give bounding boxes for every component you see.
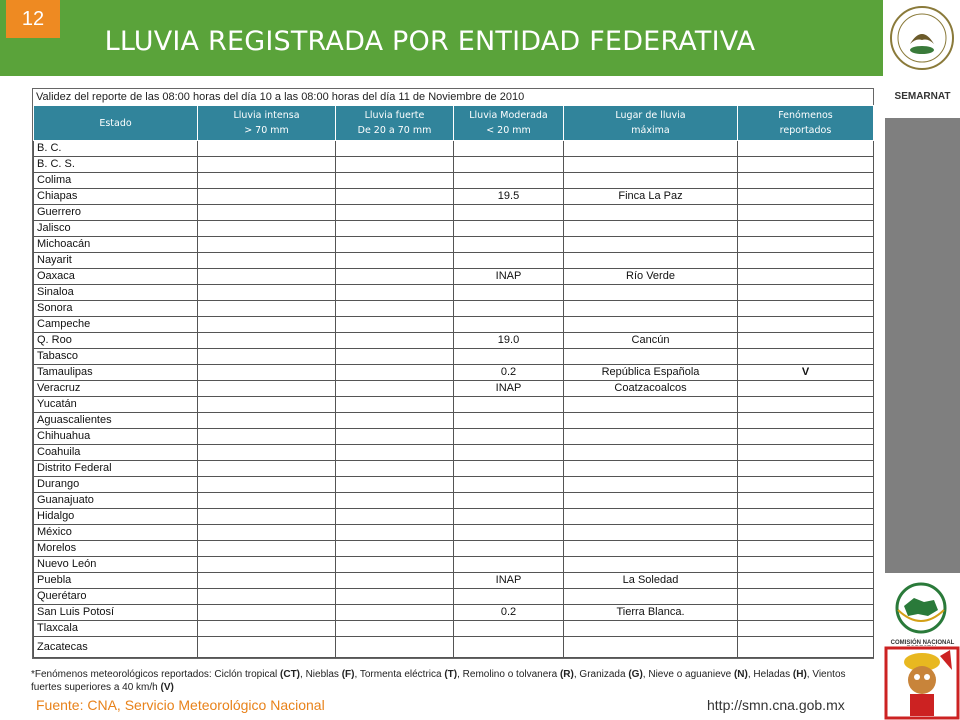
cell-lugar (564, 285, 738, 301)
cell-fenomenos (738, 493, 874, 509)
cell-moderada (454, 285, 564, 301)
footnote-segment: , Vientos fuertes superiores a 40 km/h (31, 669, 846, 693)
cell-intensa (198, 525, 336, 541)
cell-fuerte (336, 605, 454, 621)
table-row (34, 557, 874, 573)
cell-fuerte (336, 525, 454, 541)
cell-intensa (198, 445, 336, 461)
cell-fuerte (336, 189, 454, 205)
cell-fuerte (336, 317, 454, 333)
cell-intensa (198, 477, 336, 493)
cell-lugar (564, 461, 738, 477)
cell-intensa (198, 381, 336, 397)
cell-moderada (454, 493, 564, 509)
side-gray-bar (885, 118, 960, 573)
cell-fenomenos (738, 525, 874, 541)
cell-moderada (454, 509, 564, 525)
footnote-segment: , Remolino o tolvanera (457, 669, 560, 680)
cell-moderada (454, 397, 564, 413)
cell-lugar: República Española (564, 365, 738, 381)
cell-fuerte (336, 477, 454, 493)
cell-lugar (564, 237, 738, 253)
footnote-segment: , Nieblas (300, 669, 342, 680)
cell-moderada (454, 173, 564, 189)
national-seal-icon (888, 4, 956, 72)
cell-estado: Guerrero (34, 205, 198, 221)
cell-fenomenos (738, 397, 874, 413)
cell-fuerte (336, 461, 454, 477)
table-row (34, 461, 874, 477)
footnote-segment: , Nieve o aguanieve (642, 669, 734, 680)
cell-moderada (454, 621, 564, 637)
cell-fenomenos (738, 317, 874, 333)
cell-moderada (454, 221, 564, 237)
cell-moderada: INAP (454, 573, 564, 589)
cell-intensa (198, 605, 336, 621)
cell-lugar (564, 253, 738, 269)
cell-estado: Veracruz (34, 381, 198, 397)
cell-estado: B. C. (34, 141, 198, 157)
table-row (34, 317, 874, 333)
cell-fuerte (336, 429, 454, 445)
col-header-estado: Estado (34, 106, 198, 141)
cell-estado: B. C. S. (34, 157, 198, 173)
cell-fenomenos: V (738, 365, 874, 381)
cell-moderada (454, 461, 564, 477)
cell-fenomenos (738, 381, 874, 397)
cell-estado: Nayarit (34, 253, 198, 269)
cell-intensa (198, 317, 336, 333)
cell-estado: Jalisco (34, 221, 198, 237)
cell-fenomenos (738, 173, 874, 189)
footnote-segment: *Fenómenos meteorológicos reportados: Ciclón tropical (31, 669, 281, 680)
cell-fenomenos (738, 189, 874, 205)
cell-fuerte (336, 333, 454, 349)
cell-lugar (564, 173, 738, 189)
cell-fenomenos (738, 285, 874, 301)
cell-fenomenos (738, 557, 874, 573)
cell-fuerte (336, 253, 454, 269)
table-row (34, 189, 874, 205)
cell-fenomenos (738, 589, 874, 605)
cell-fenomenos (738, 429, 874, 445)
cell-fenomenos (738, 621, 874, 637)
cell-estado: Guanajuato (34, 493, 198, 509)
cell-intensa (198, 301, 336, 317)
cell-estado: Chihuahua (34, 429, 198, 445)
cell-fuerte (336, 541, 454, 557)
cell-estado: Q. Roo (34, 333, 198, 349)
table-row (34, 301, 874, 317)
cell-fenomenos (738, 253, 874, 269)
table-row (34, 525, 874, 541)
cell-fenomenos (738, 477, 874, 493)
cell-intensa (198, 365, 336, 381)
mascot-icon (884, 646, 960, 720)
cell-lugar: Tierra Blanca. (564, 605, 738, 621)
cell-fenomenos (738, 205, 874, 221)
cell-estado: Hidalgo (34, 509, 198, 525)
cell-fenomenos (738, 237, 874, 253)
cell-moderada (454, 253, 564, 269)
cell-moderada (454, 157, 564, 173)
cell-intensa (198, 461, 336, 477)
cell-fenomenos (738, 605, 874, 621)
cell-estado: Sinaloa (34, 285, 198, 301)
table-row (34, 573, 874, 589)
cell-estado: Aguascalientes (34, 413, 198, 429)
cell-lugar (564, 621, 738, 637)
report-validity: Validez del reporte de las 08:00 horas del día 10 a las 08:00 horas del día 11 de Noviembre de 2010 (36, 91, 525, 103)
footnote-segment: (N) (733, 669, 748, 680)
table-row (34, 541, 874, 557)
cell-estado: Querétaro (34, 589, 198, 605)
cell-moderada (454, 541, 564, 557)
cell-intensa (198, 493, 336, 509)
cell-intensa (198, 269, 336, 285)
cell-intensa (198, 205, 336, 221)
cell-estado: Sonora (34, 301, 198, 317)
table-row (34, 397, 874, 413)
cell-fuerte (336, 509, 454, 525)
cell-lugar (564, 493, 738, 509)
cell-fenomenos (738, 349, 874, 365)
cell-fenomenos (738, 541, 874, 557)
cell-moderada (454, 301, 564, 317)
cell-fuerte (336, 141, 454, 157)
table-row (34, 509, 874, 525)
table-row (34, 349, 874, 365)
cell-fuerte (336, 221, 454, 237)
cell-fuerte (336, 269, 454, 285)
page-title-text: LLUVIA REGISTRADA POR ENTIDAD FEDERATIVA (104, 26, 756, 57)
table-row (34, 381, 874, 397)
cell-lugar (564, 509, 738, 525)
cell-lugar (564, 413, 738, 429)
cell-estado: Tamaulipas (34, 365, 198, 381)
phenomena-footnote (31, 668, 871, 694)
table-row (34, 237, 874, 253)
col-header-fuerte: Lluvia fuerte De 20 a 70 mm (336, 106, 454, 141)
cell-estado: San Luis Potosí (34, 605, 198, 621)
cell-fuerte (336, 205, 454, 221)
cell-fuerte (336, 557, 454, 573)
cell-intensa (198, 349, 336, 365)
cell-fenomenos (738, 333, 874, 349)
cell-estado: Morelos (34, 541, 198, 557)
cell-moderada (454, 429, 564, 445)
rain-table (33, 105, 874, 658)
source-url: http://smn.cna.gob.mx (707, 697, 845, 713)
cell-moderada (454, 525, 564, 541)
cell-lugar (564, 557, 738, 573)
cell-intensa (198, 333, 336, 349)
cell-moderada (454, 445, 564, 461)
cell-fuerte (336, 589, 454, 605)
table-row (34, 173, 874, 189)
cell-intensa (198, 141, 336, 157)
cell-fuerte (336, 397, 454, 413)
cell-lugar: Río Verde (564, 269, 738, 285)
cell-estado: Tabasco (34, 349, 198, 365)
cell-fuerte (336, 637, 454, 658)
cell-moderada (454, 205, 564, 221)
cell-intensa (198, 621, 336, 637)
cell-lugar (564, 221, 738, 237)
cell-fenomenos (738, 509, 874, 525)
cell-intensa (198, 285, 336, 301)
table-row (34, 477, 874, 493)
cell-fuerte (336, 173, 454, 189)
footnote-segment: , Tormenta eléctrica (354, 669, 445, 680)
table-header-row (34, 106, 874, 141)
footnote-segment: , Granizada (573, 669, 629, 680)
cell-moderada (454, 557, 564, 573)
cell-estado: Colima (34, 173, 198, 189)
footnote-segment: (T) (444, 669, 458, 680)
cell-lugar (564, 637, 738, 658)
cell-intensa (198, 237, 336, 253)
col-header-moderada: Lluvia Moderada < 20 mm (454, 106, 564, 141)
cell-estado: Coahuila (34, 445, 198, 461)
col-header-fenomenos: Fenómenos reportados (738, 106, 874, 141)
cell-fenomenos (738, 445, 874, 461)
cell-lugar (564, 589, 738, 605)
cell-lugar (564, 317, 738, 333)
cell-fuerte (336, 493, 454, 509)
cell-intensa (198, 253, 336, 269)
cell-moderada (454, 349, 564, 365)
conafor-logo-icon (888, 580, 954, 638)
cell-lugar: Finca La Paz (564, 189, 738, 205)
cell-moderada (454, 141, 564, 157)
cell-moderada: 0.2 (454, 605, 564, 621)
cell-fuerte (336, 237, 454, 253)
cell-moderada (454, 637, 564, 658)
cell-estado: México (34, 525, 198, 541)
cell-lugar (564, 477, 738, 493)
cell-estado: Zacatecas (34, 637, 198, 658)
cell-lugar (564, 349, 738, 365)
footnote-segment: (R) (559, 669, 574, 680)
cell-lugar: La Soledad (564, 573, 738, 589)
cell-fuerte (336, 381, 454, 397)
cell-lugar: Cancún (564, 333, 738, 349)
footnote-segment: (G) (628, 669, 643, 680)
cell-intensa (198, 637, 336, 658)
col-header-intensa: Lluvia intensa > 70 mm (198, 106, 336, 141)
cell-fuerte (336, 285, 454, 301)
table-row (34, 365, 874, 381)
cell-fuerte (336, 573, 454, 589)
cell-moderada (454, 477, 564, 493)
cell-lugar (564, 445, 738, 461)
cell-moderada (454, 237, 564, 253)
cell-fenomenos (738, 573, 874, 589)
cell-fenomenos (738, 301, 874, 317)
cell-estado: Distrito Federal (34, 461, 198, 477)
cell-lugar (564, 301, 738, 317)
cell-fenomenos (738, 269, 874, 285)
slide-number: 12 (6, 0, 60, 38)
cell-estado: Oaxaca (34, 269, 198, 285)
cell-lugar (564, 205, 738, 221)
table-row (34, 269, 874, 285)
cell-estado: Puebla (34, 573, 198, 589)
footnote-segment: (F) (341, 669, 355, 680)
cell-intensa (198, 397, 336, 413)
col-header-lugar: Lugar de lluvia máxima (564, 106, 738, 141)
table-row (34, 621, 874, 637)
cell-intensa (198, 413, 336, 429)
cell-lugar (564, 525, 738, 541)
cell-lugar (564, 157, 738, 173)
cell-lugar (564, 429, 738, 445)
cell-lugar: Coatzacoalcos (564, 381, 738, 397)
cell-lugar (564, 397, 738, 413)
cell-moderada (454, 317, 564, 333)
cell-estado: Campeche (34, 317, 198, 333)
cell-moderada: 0.2 (454, 365, 564, 381)
cell-estado: Michoacán (34, 237, 198, 253)
cell-fuerte (336, 349, 454, 365)
cell-moderada: INAP (454, 381, 564, 397)
table-row (34, 637, 874, 658)
cell-intensa (198, 157, 336, 173)
table-row (34, 157, 874, 173)
table-row (34, 429, 874, 445)
cell-fenomenos (738, 141, 874, 157)
table-row (34, 605, 874, 621)
cell-fenomenos (738, 461, 874, 477)
cell-moderada (454, 413, 564, 429)
cell-fuerte (336, 365, 454, 381)
cell-estado: Nuevo León (34, 557, 198, 573)
cell-moderada: 19.0 (454, 333, 564, 349)
table-row (34, 333, 874, 349)
footnote-segment: (V) (160, 682, 174, 693)
cell-fenomenos (738, 157, 874, 173)
cell-estado: Durango (34, 477, 198, 493)
conafor-label: COMISIÓN NACIONAL (890, 640, 955, 646)
cell-intensa (198, 429, 336, 445)
table-row (34, 445, 874, 461)
table-row (34, 285, 874, 301)
cell-intensa (198, 173, 336, 189)
cell-fenomenos (738, 637, 874, 658)
cell-moderada: INAP (454, 269, 564, 285)
source-credit: Fuente: CNA, Servicio Meteorológico Nacional (36, 697, 325, 713)
table-row (34, 413, 874, 429)
cell-estado: Chiapas (34, 189, 198, 205)
table-row (34, 493, 874, 509)
semarnat-logo: SEMARNAT (885, 76, 960, 116)
footnote-segment: (CT) (280, 669, 301, 680)
cell-moderada (454, 589, 564, 605)
rain-report-table-container (32, 88, 874, 659)
cell-fenomenos (738, 221, 874, 237)
cell-lugar (564, 141, 738, 157)
cell-moderada: 19.5 (454, 189, 564, 205)
cell-fuerte (336, 445, 454, 461)
table-row (34, 141, 874, 157)
page-title (0, 26, 960, 57)
cell-fuerte (336, 301, 454, 317)
cell-intensa (198, 557, 336, 573)
cell-intensa (198, 541, 336, 557)
cell-intensa (198, 573, 336, 589)
cell-lugar (564, 541, 738, 557)
footnote-segment: , Heladas (747, 669, 793, 680)
footnote-segment: (H) (792, 669, 807, 680)
cell-intensa (198, 221, 336, 237)
cell-intensa (198, 189, 336, 205)
cell-fuerte (336, 621, 454, 637)
table-row (34, 253, 874, 269)
cell-intensa (198, 589, 336, 605)
table-row (34, 589, 874, 605)
cell-estado: Yucatán (34, 397, 198, 413)
cell-intensa (198, 509, 336, 525)
cell-estado: Tlaxcala (34, 621, 198, 637)
cell-fuerte (336, 157, 454, 173)
cell-fuerte (336, 413, 454, 429)
table-row (34, 221, 874, 237)
cell-fenomenos (738, 413, 874, 429)
table-row (34, 205, 874, 221)
